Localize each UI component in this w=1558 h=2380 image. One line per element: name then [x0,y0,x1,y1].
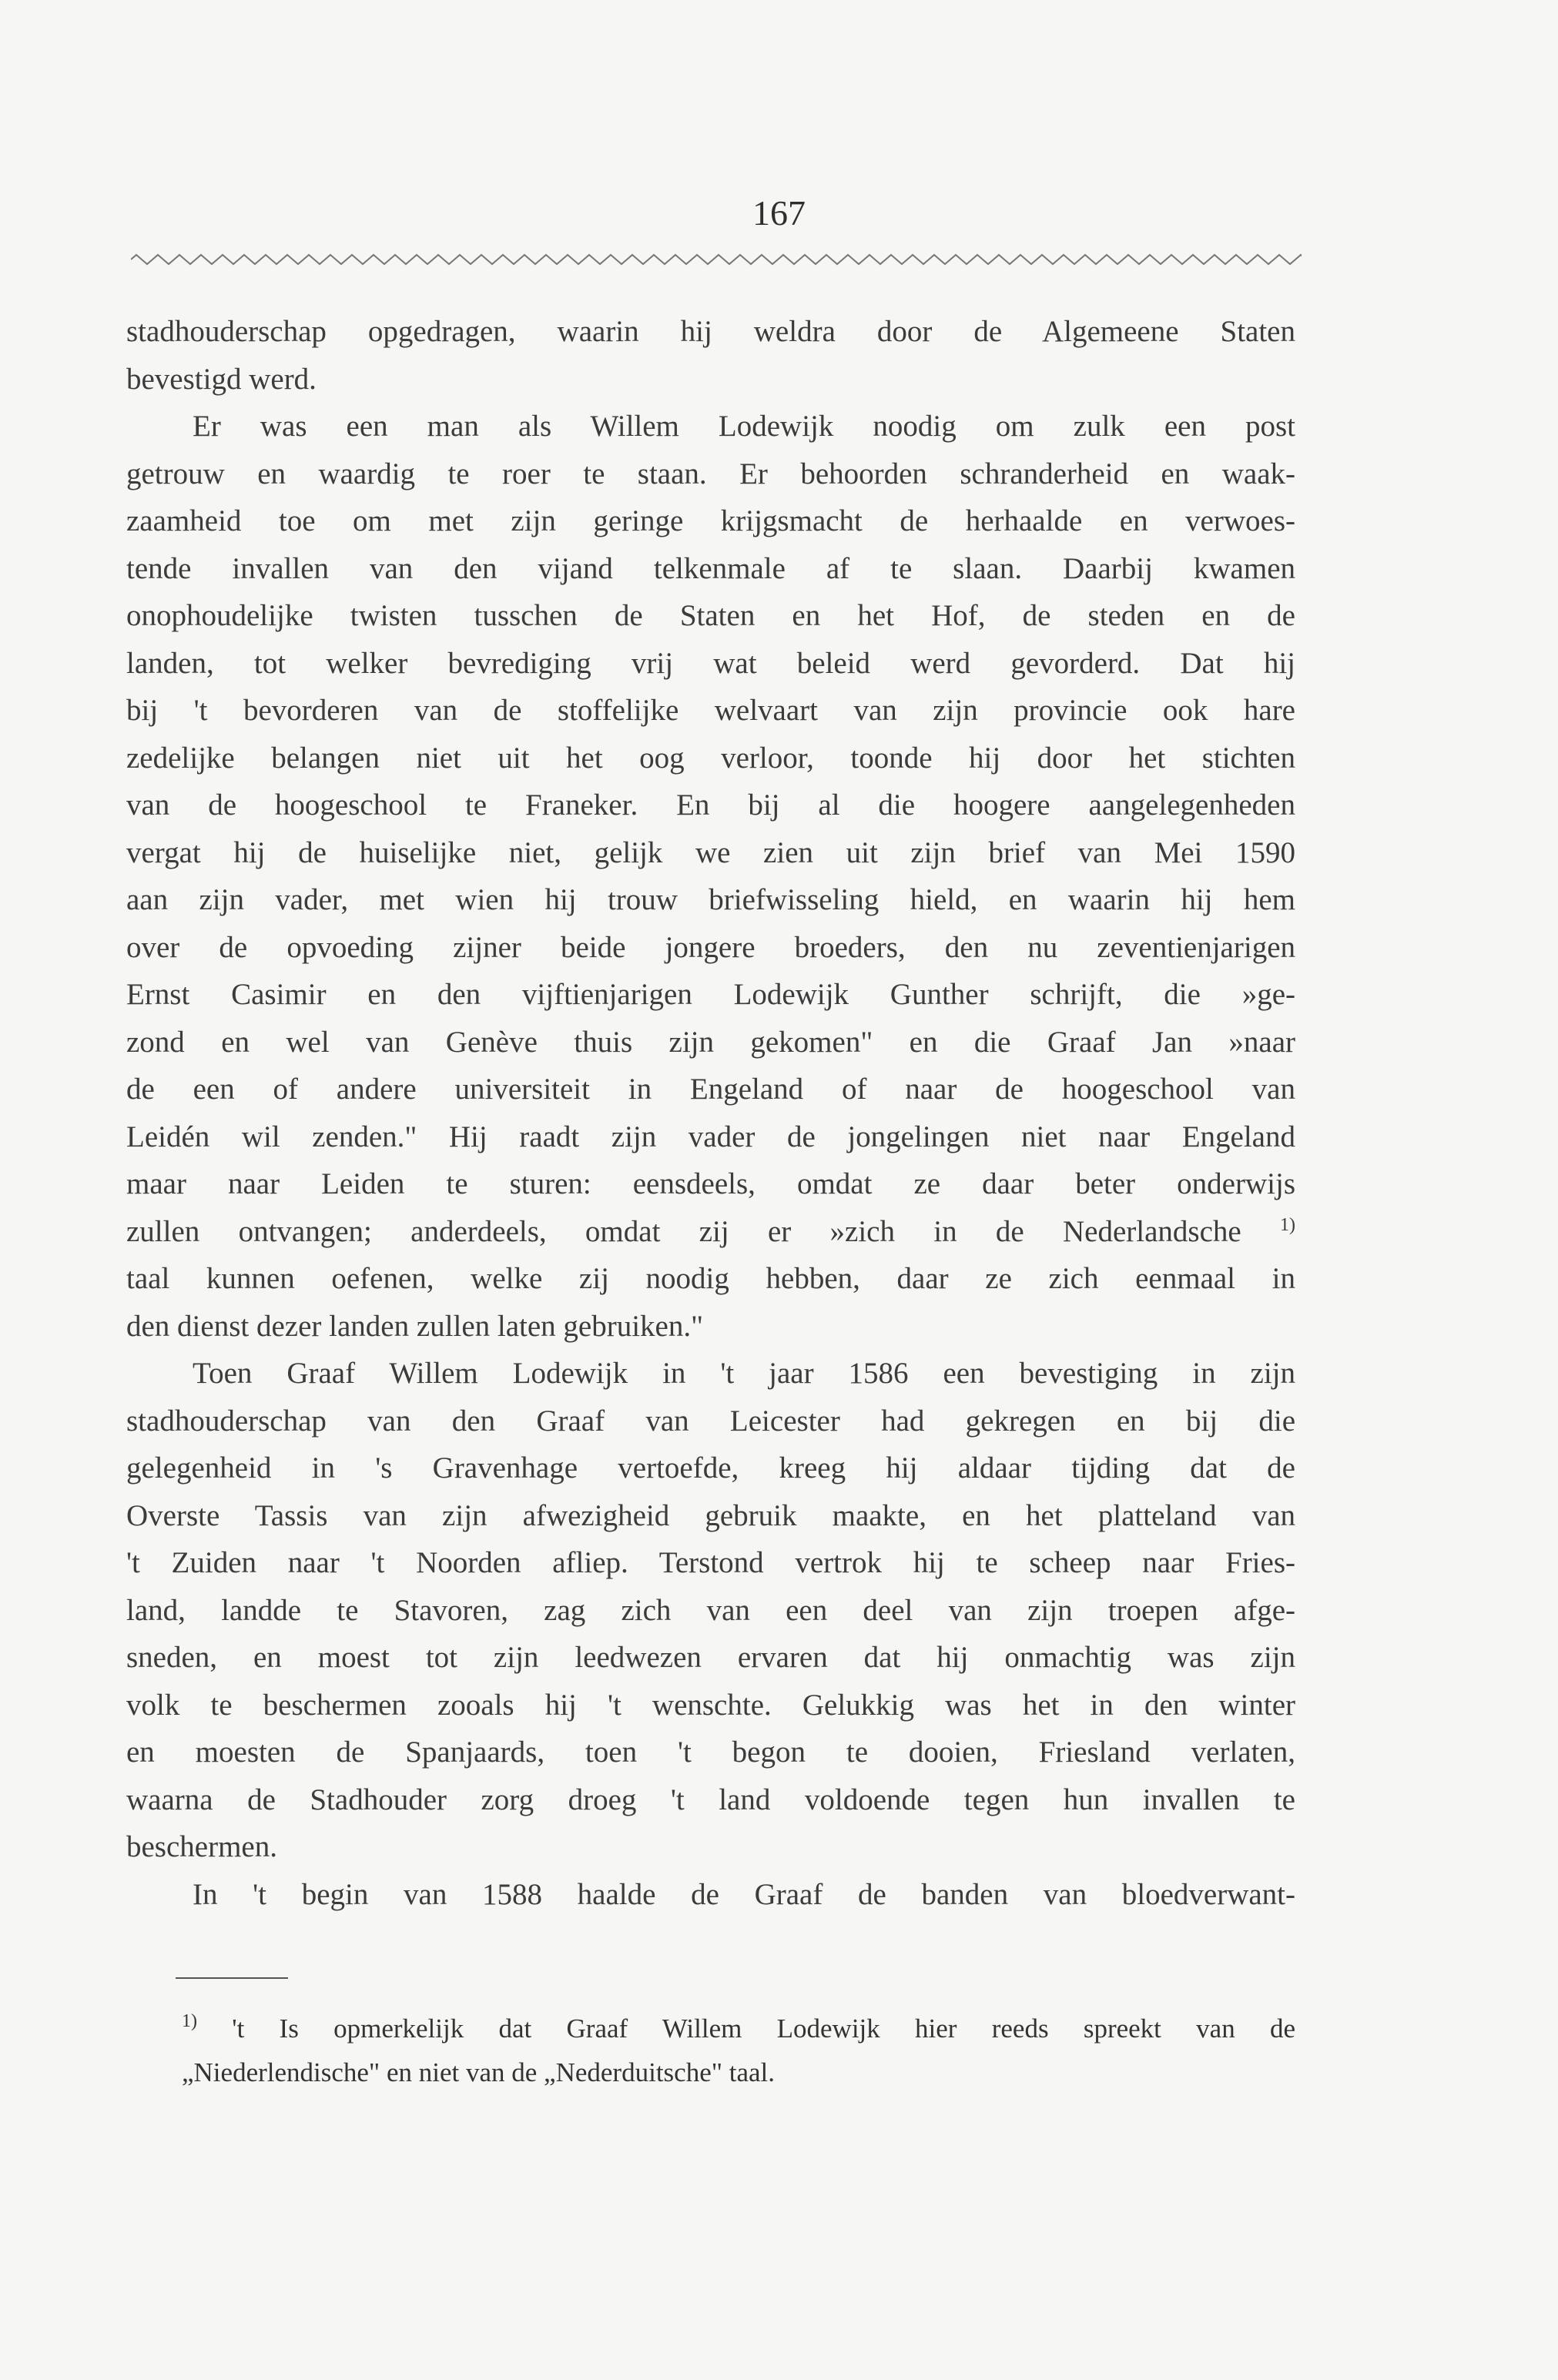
text-line: van de hoogeschool te Franeker. En bij al die hoogere aangelegenheden [126,788,1295,822]
footnote-line: $^{1)}$ 't Is opmerkelijk dat Graaf Willem Lodewijk hier reeds spreekt van de [182,2011,1295,2044]
text-line: zond en wel van Genève thuis zijn gekomen" en die Graaf Jan »naar [126,1025,1295,1059]
text-line: Toen Graaf Willem Lodewijk in 't jaar 1586 een bevestiging in zijn [193,1357,1295,1390]
text-line: bij 't bevorderen van de stoffelijke welvaart van zijn provincie ook hare [126,694,1295,727]
text-line: de een of andere universiteit in Engeland of naar de hoogeschool van [126,1073,1295,1106]
footnotes [126,2007,1295,2094]
text-line: landen, tot welker bevrediging vrij wat beleid werd gevorderd. Dat hij [126,646,1295,680]
text-line: sneden, en moest tot zijn leedwezen ervaren dat hij onmachtig was zijn [126,1641,1295,1674]
text-line: vergat hij de huiselijke niet, gelijk we zien uit zijn brief van Mei 1590 [126,835,1295,869]
text-line: land, landde te Stavoren, zag zich van een deel van zijn troepen afge- [126,1593,1295,1627]
text-line: In 't begin van 1588 haalde de Graaf de banden van bloedverwant- [193,1877,1295,1911]
text-line: bevestigd werd. [126,362,317,396]
text-line: stadhouderschap van den Graaf van Leicester had gekregen en bij die [126,1404,1295,1438]
text-line: zaamheid toe om met zijn geringe krijgsmacht de herhaalde en verwoes- [126,504,1295,537]
text-line: en moesten de Spanjaards, toen 't begon te dooien, Friesland verlaten, [126,1736,1295,1769]
text-line: Ernst Casimir en den vijftienjarigen Lodewijk Gunther schrijft, die »ge- [126,978,1295,1011]
footnote-rule [176,1977,288,1979]
text-line: taal kunnen oefenen, welke zij noodig hebben, daar ze zich eenmaal in [126,1262,1295,1295]
text-line: aan zijn vader, met wien hij trouw briefwisseling hield, en waarin hij hem [126,883,1295,916]
text-line: onophoudelijke twisten tusschen de Staten en het Hof, de steden en de [126,599,1295,632]
text-line: over de opvoeding zijner beide jongere broeders, den nu zeventienjarigen [126,930,1295,964]
text-line: beschermen. [126,1830,277,1863]
text-line: waarna de Stadhouder zorg droeg 't land voldoende tegen hun invallen te [126,1782,1295,1816]
text-line: 't Zuiden naar 't Noorden afliep. Terstond vertrok hij te scheep naar Fries- [126,1546,1295,1579]
text-line: Leidén wil zenden." Hij raadt zijn vader de jongelingen niet naar Engeland [126,1120,1295,1153]
footnote-marker: 1) [182,2011,197,2031]
footnote-line: „Niederlendische" en niet van de „Nederduitsche" taal. [182,2057,776,2087]
text-line: den dienst dezer landen zullen laten gebruiken." [126,1309,704,1343]
text-line: maar naar Leiden te sturen: eensdeels, omdat ze daar beter onderwijs [126,1167,1295,1200]
text-line: zullen ontvangen; anderdeels, omdat zij er »zich in de Nederlandsche $^{1)}$ [126,1214,1296,1248]
decorative-wavy-rule [131,251,1302,268]
text-line: getrouw en waardig te roer te staan. Er behoorden schranderheid en waak- [126,457,1295,490]
text-line: gelegenheid in 's Gravenhage vertoefde, kreeg hij aldaar tijding dat de [126,1451,1295,1485]
body-text [126,308,1295,1918]
text-line: Overste Tassis van zijn afwezigheid gebruik maakte, en het platteland van [126,1498,1295,1532]
text-line: volk te beschermen zooals hij 't wenschte. Gelukkig was het in den winter [126,1688,1295,1722]
page-number: 167 [752,193,806,233]
text-line: tende invallen van den vijand telkenmale af te slaan. Daarbij kwamen [126,551,1295,585]
text-line: stadhouderschap opgedragen, waarin hij weldra door de Algemeene Staten [126,315,1295,348]
footnote-reference: 1) [1280,1214,1296,1235]
text-line: zedelijke belangen niet uit het oog verloor, toonde hij door het stichten [126,741,1295,775]
text-line: Er was een man als Willem Lodewijk noodig om zulk een post [193,410,1295,443]
